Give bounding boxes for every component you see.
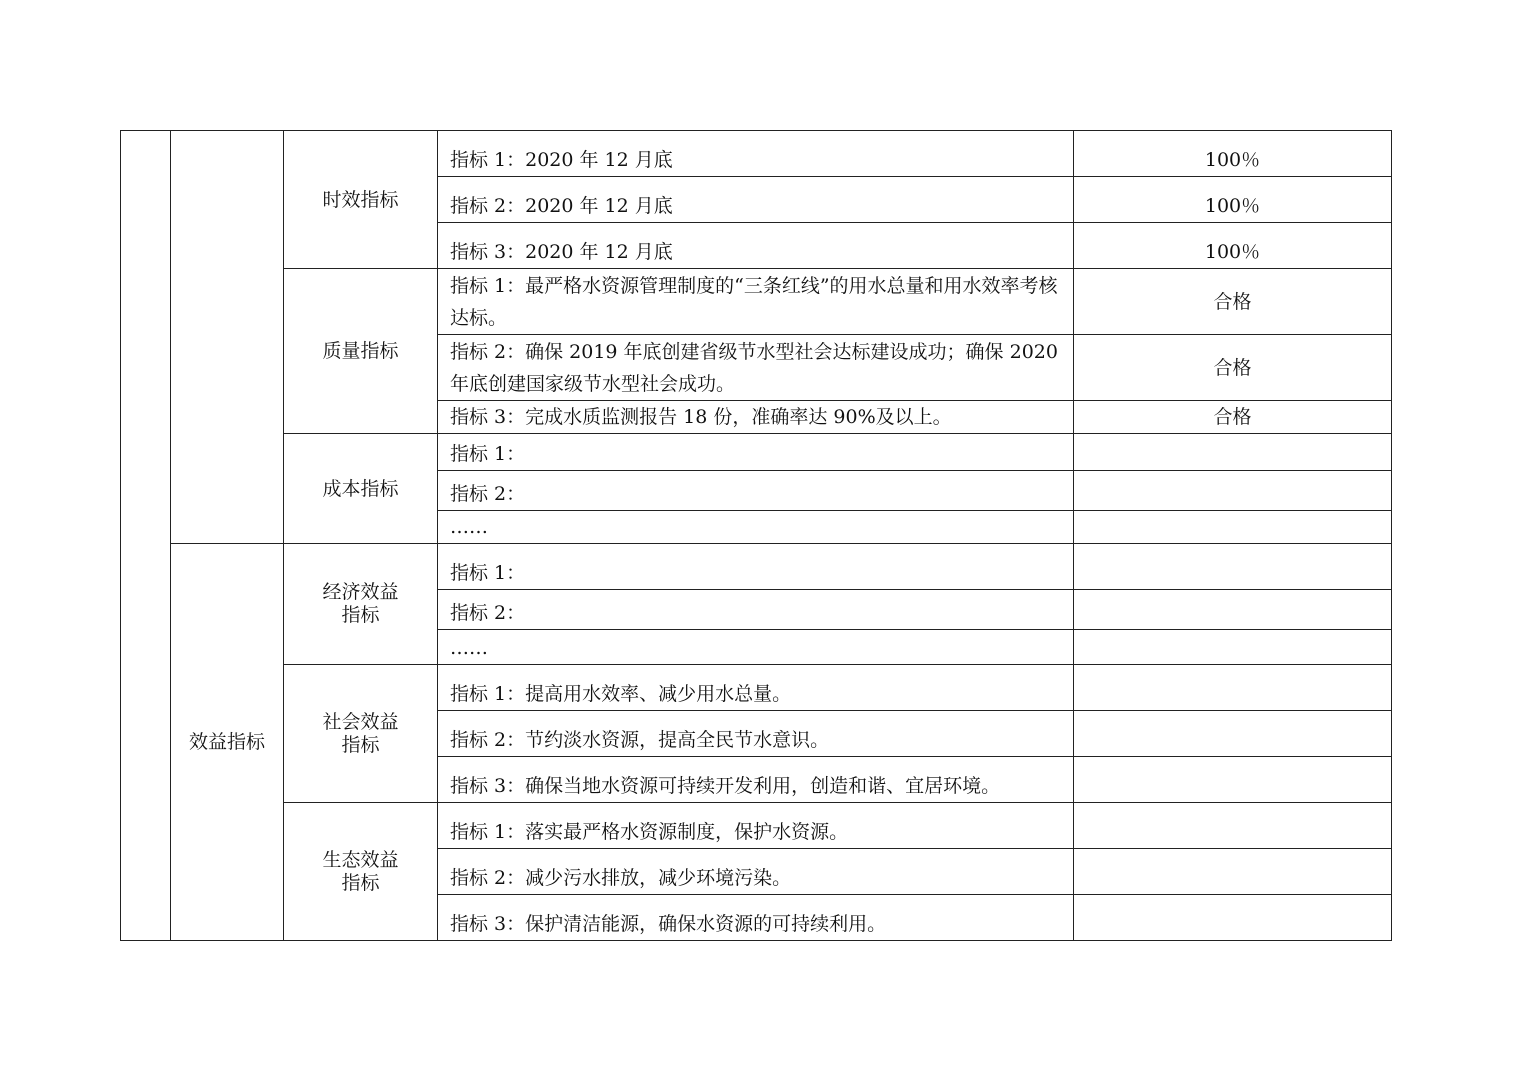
table-row xyxy=(121,544,1392,590)
indicator-text: 指标 1：提高用水效率、减少用水总量。 xyxy=(438,665,1074,711)
ecological-group-label xyxy=(284,803,438,941)
indicator-text: 指标 1：落实最严格水资源制度，保护水资源。 xyxy=(438,803,1074,849)
group-label-line: 社会效益 xyxy=(322,710,399,733)
table-row xyxy=(121,803,1392,849)
output-category-cell xyxy=(171,131,284,544)
indicator-value xyxy=(1074,711,1392,757)
indicator-value: 合格 xyxy=(1074,269,1392,335)
indicator-text: 指标 1：最严格水资源管理制度的“三条红线”的用水总量和用水效率考核达标。 xyxy=(438,269,1074,335)
indicator-text: 指标 1： xyxy=(438,434,1074,471)
indicator-text: 指标 3：确保当地水资源可持续开发利用，创造和谐、宜居环境。 xyxy=(438,757,1074,803)
indicator-value xyxy=(1074,434,1392,471)
indicator-text: 指标 2：节约淡水资源，提高全民节水意识。 xyxy=(438,711,1074,757)
table-row xyxy=(121,131,1392,177)
timeliness-group-label: 时效指标 xyxy=(284,131,438,269)
indicator-text: …… xyxy=(438,511,1074,544)
group-label-line: 指标 xyxy=(341,871,380,894)
indicator-text: 指标 3：2020 年 12 月底 xyxy=(438,223,1074,269)
table-row xyxy=(121,269,1392,335)
indicator-value: 100％ xyxy=(1074,131,1392,177)
indicator-text: 指标 3：完成水质监测报告 18 份，准确率达 90%及以上。 xyxy=(438,401,1074,434)
group-label-line: 经济效益 xyxy=(322,581,399,603)
indicator-value xyxy=(1074,895,1392,941)
group-label-line: 指标 xyxy=(341,604,380,626)
indicator-text: 指标 1：2020 年 12 月底 xyxy=(438,131,1074,177)
cost-group-label: 成本指标 xyxy=(284,434,438,544)
indicator-value xyxy=(1074,630,1392,665)
indicator-text: 指标 2：减少污水排放，减少环境污染。 xyxy=(438,849,1074,895)
indicator-text: 指标 2： xyxy=(438,471,1074,511)
indicator-value xyxy=(1074,803,1392,849)
performance-indicator-table xyxy=(120,130,1392,941)
indicator-text: 指标 1： xyxy=(438,544,1074,590)
group-label-line: 指标 xyxy=(341,733,380,756)
indicator-value xyxy=(1074,849,1392,895)
indicator-value xyxy=(1074,511,1392,544)
social-group-label xyxy=(284,665,438,803)
indicator-value: 合格 xyxy=(1074,401,1392,434)
benefit-category-label: 效益指标 xyxy=(171,544,284,941)
indicator-value xyxy=(1074,471,1392,511)
indicator-text: 指标 2： xyxy=(438,590,1074,630)
quality-group-label: 质量指标 xyxy=(284,269,438,434)
indicator-value xyxy=(1074,590,1392,630)
indicator-text: 指标 3：保护清洁能源，确保水资源的可持续利用。 xyxy=(438,895,1074,941)
indicator-text: 指标 2：2020 年 12 月底 xyxy=(438,177,1074,223)
indicator-value: 100％ xyxy=(1074,223,1392,269)
group-label-line: 生态效益 xyxy=(322,848,399,871)
indicator-value: 100％ xyxy=(1074,177,1392,223)
indicator-value xyxy=(1074,544,1392,590)
indicator-value xyxy=(1074,757,1392,803)
indicator-text: 指标 2：确保 2019 年底创建省级节水型社会达标建设成功；确保 2020 年底创建国家级节水型社会成功。 xyxy=(438,335,1074,401)
indicator-value: 合格 xyxy=(1074,335,1392,401)
indicator-value xyxy=(1074,665,1392,711)
table-row xyxy=(121,434,1392,471)
indicator-text: …… xyxy=(438,630,1074,665)
economic-group-label xyxy=(284,544,438,665)
table-row xyxy=(121,665,1392,711)
outer-category-cell xyxy=(121,131,171,941)
